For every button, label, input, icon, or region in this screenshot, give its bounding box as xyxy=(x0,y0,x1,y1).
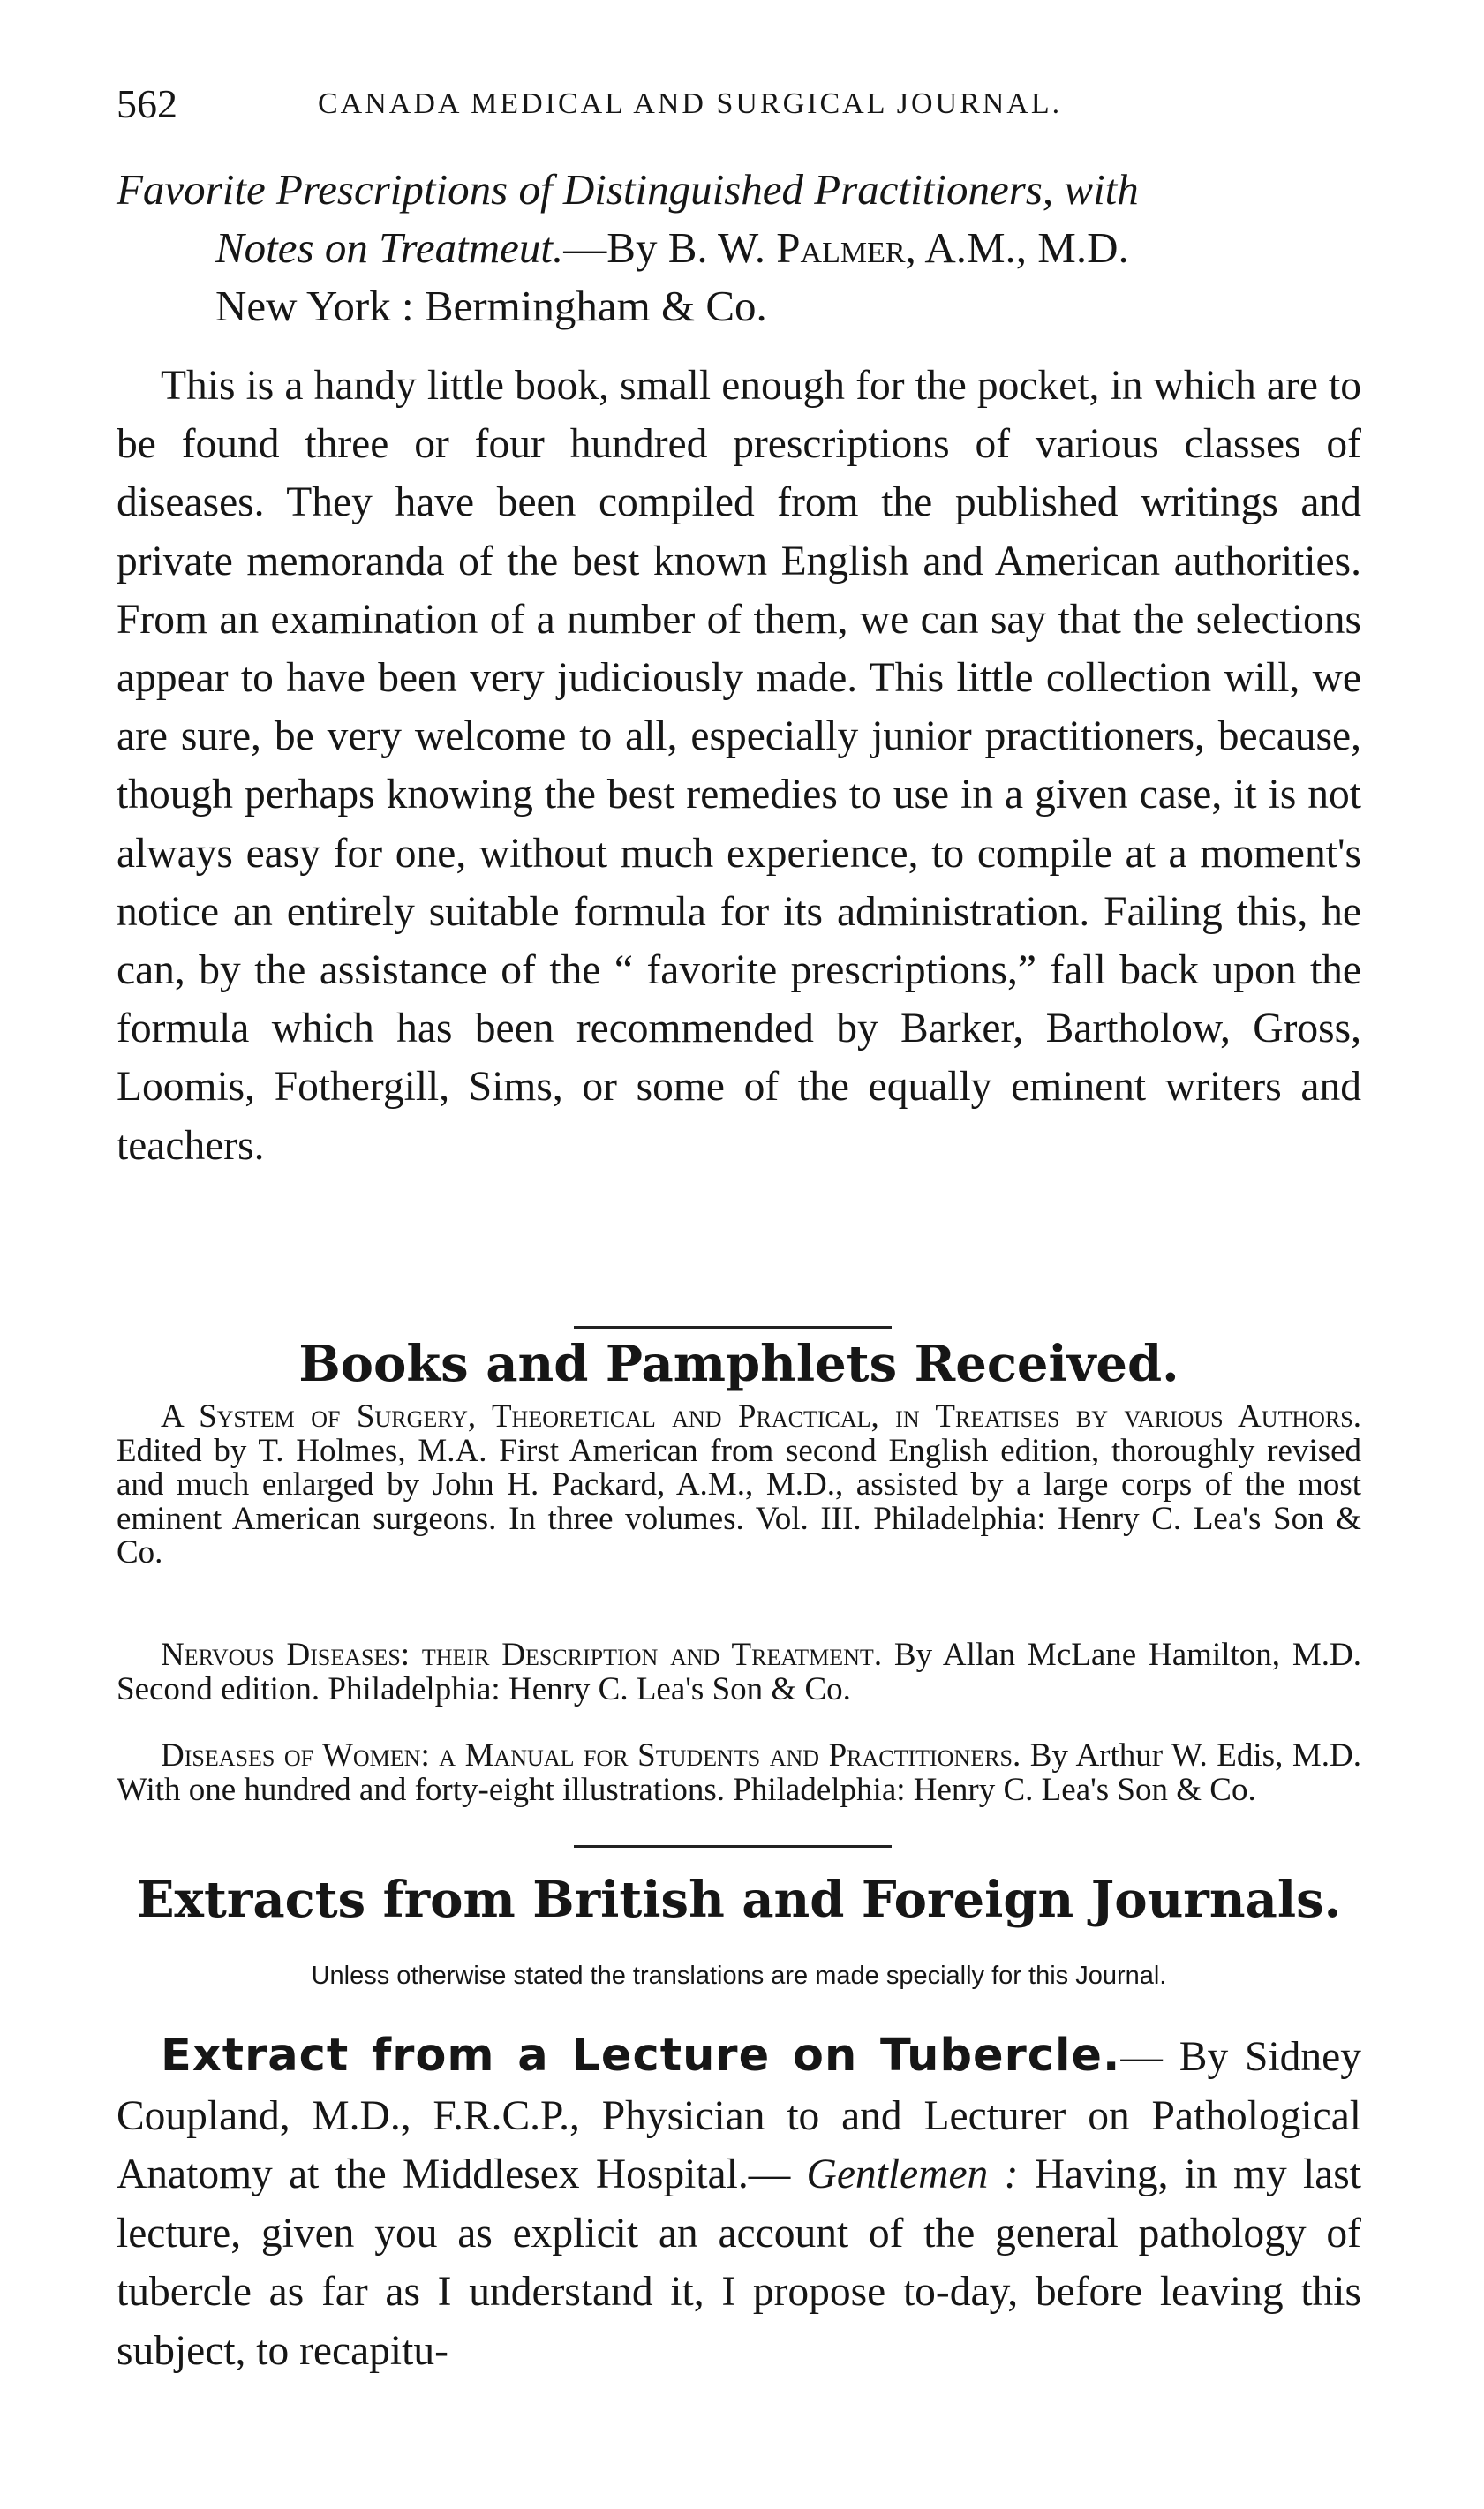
book-entry-details: By Arthur W. Edis, M.D. With one hundred and forty-eight illustrations. Philadelphia: Henry C. Lea's Son & Co. xyxy=(117,1737,1361,1808)
review-author: Palmer xyxy=(776,223,906,272)
book-entry-details: Edited by T. Holmes, M.A. First American from second English edition, thoroughly revised and much enlarged by John H. Packard, A.M., M.D., assisted by a large corps of the most eminent American surgeons. In three volumes. Vol. III. Philadelphia: Henry C. Lea's Son & Co. xyxy=(117,1432,1361,1571)
books-received-heading: Books and Pamphlets Received. xyxy=(298,1335,1179,1393)
article-salutation: Gentlemen : xyxy=(806,2151,1019,2197)
book-entry-title: A System of Surgery, Theoretical and Practical, in Treatises by various Authors. xyxy=(161,1398,1361,1435)
book-entry-title: Nervous Diseases: their Description and Treatment. xyxy=(161,1637,883,1673)
review-book-title: Favorite Prescriptions of Distinguished Practitioners, with xyxy=(117,165,1139,214)
running-head xyxy=(117,76,1370,132)
article-byline: — By Sidney Coupland, M.D., F.R.C.P., Physician to and Lecturer on Pathological Anatomy at the Middlesex Hospital.— xyxy=(117,2034,1361,2197)
page-number: 562 xyxy=(117,81,177,126)
review-book-subtitle: Notes on Treatmeut. xyxy=(215,223,564,272)
review-degrees: , A.M., M.D. xyxy=(905,223,1129,272)
article xyxy=(117,2027,1361,2380)
review-publisher: New York : Bermingham & Co. xyxy=(215,282,767,330)
book-entry-title: Diseases of Women: a Manual for Students and Practitioners. xyxy=(161,1737,1021,1774)
book-entry xyxy=(117,1739,1361,1807)
book-entry-details: By Allan McLane Hamilton, M.D. Second edition. Philadelphia: Henry C. Lea's Son & Co. xyxy=(117,1637,1361,1707)
book-entry xyxy=(117,1639,1361,1707)
review-heading xyxy=(117,161,1361,335)
book-entry xyxy=(117,1400,1361,1571)
review-by: —By B. W. xyxy=(563,223,777,272)
journal-title: CANADA MEDICAL AND SURGICAL JOURNAL. xyxy=(318,87,1063,120)
section-divider xyxy=(574,1845,892,1848)
extracts-heading: Extracts from British and Foreign Journals. xyxy=(136,1871,1342,1929)
article-title: Extract from a Lecture on Tubercle. xyxy=(161,2030,1121,2082)
translation-note: Unless otherwise stated the translations are made specially for this Journal. xyxy=(311,1962,1167,1990)
review-body: This is a handy little book, small enough for the pocket, in which are to be found three or four hundred prescriptions of various classes of diseases. They have been compiled from the published writings and private memoranda of the best known English and American authorities. From an examination of a number of them, we can say that the selections appear to have been very judiciously made. This little collection will, we are sure, be very welcome to all, especially junior practitioners, because, though perhaps knowing the best remedies to use in a given case, it is not always easy for one, without much experience, to compile at a moment's notice an entirely suitable formula for its administration. Failing this, he can, by the assistance of the “ favorite prescriptions,” fall back upon the formula which has been recommended by Barker, Bartholow, Gross, Loomis, Fothergill, Sims, or some of the equally eminent writers and teachers. xyxy=(117,363,1361,1169)
article-body: Having, in my last lecture, given you as explicit an account of the general pathology of tubercle as far as I understand it, I propose to-day, before leaving this subject, to recapitu- xyxy=(117,2151,1361,2374)
